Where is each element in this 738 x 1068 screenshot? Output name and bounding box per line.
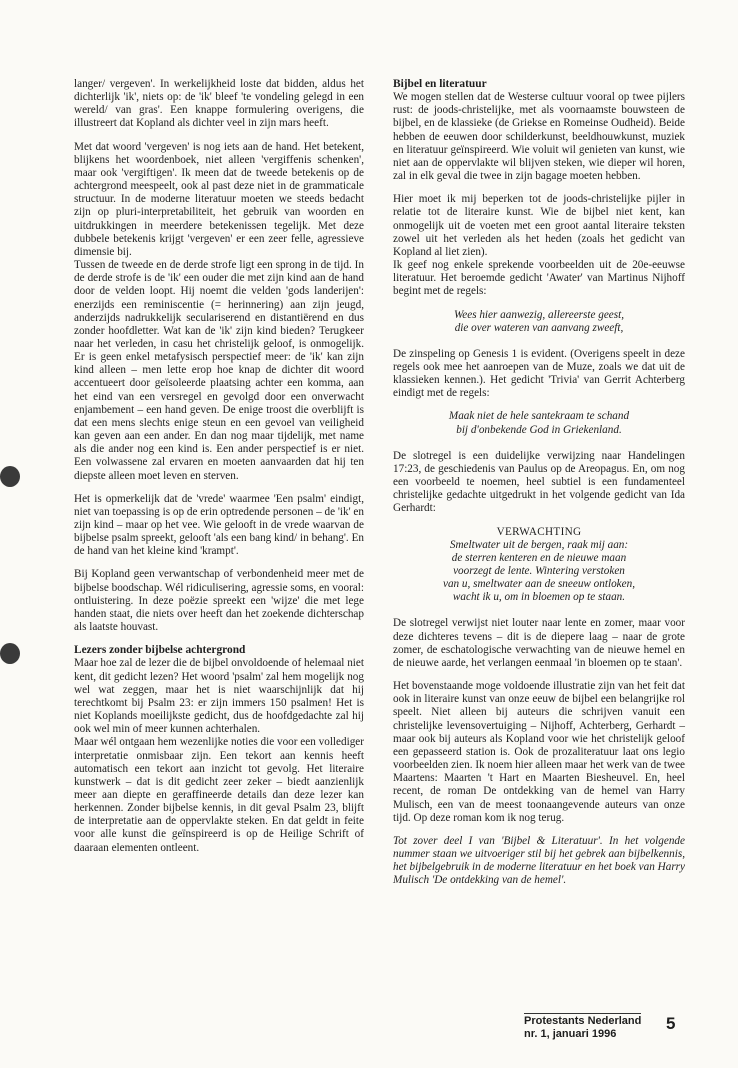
poem-line: van u, smeltwater aan de sneeuw ontloken, xyxy=(442,578,636,591)
paragraph: Hier moet ik mij beperken tot de joods-christelijke pijler in relatie tot de literaire kunst. Wie de bijbel niet kent, kan onmogelijk uit de voeten met een groot aantal literaire teksten zowel uit het verleden als het heden (zoals het gedicht van Kopland al liet zien). xyxy=(393,193,685,258)
paragraph: Maar wél ontgaan hem wezenlijke noties die voor een vollediger interpretatie onmisbaar zijn. Een tekort aan kennis heeft automatisch een tekort aan inzicht tot gevolg. Het literaire kunstwerk – dat is dit gedicht zeer zeker – biedt aanzienlijk meer aan diepte en geraffineerde details dan deze lezer kan herkennen. Zonder bijbelse kennis, in dit geval Psalm 23, blijft de interpretatie aan de oppervlakte steken. En dat geldt in feite voor alle kunst die geïnspireerd is op de Heilige Schrift of daaraan elementen ontleent. xyxy=(74,736,364,854)
paragraph: Tussen de tweede en de derde strofe ligt een sprong in de tijd. In de derde strofe is de 'ik' een ouder die met zijn kind aan de hand door de velden loopt. Hij noemt die velden 'gods landerijen': enerzijds een reminiscentie (= herinnering) aan zijn jeugd, anderzijds nadrukkelijk seculariserend en distantiërend en dus zonder hoofdletter. Wat kan de 'ik' zijn kind bieden? Terugkeer naar het verleden, in casu het christelijk geloof, is onmogelijk. Er is geen enkel metafysisch perspectief meer: de 'ik' kan zijn kind alleen – men lette erop hoe knap de dichter dit woord accentueert door geïsoleerde plaatsing achter een komma, aan het eind van een versregel en gevolgd door een onverwacht enjambement – een hand geven. De enige troost die overblijft is dat een mens slechts enige steun en een gevoel van veiligheid kan geven aan een ander. En dan nog maar tijdelijk, met name als die ander nog een kind is. Een ander perspectief is er niet. Een volwassene zal ervaren en moeten aanvaarden dat hij ten diepste alleen moet leven en sterven. xyxy=(74,259,364,482)
section-heading: Bijbel en literatuur xyxy=(393,78,487,90)
paragraph: We mogen stellen dat de Westerse cultuur vooral op twee pijlers rust: de joods-christelijke, met als voornaamste bouwsteen de bijbel, en de klassieke (de Griekse en Romeinse Oudheid). Beide hebben de eeuwen door schilderkunst, beeldhouwkunst, muziek en literatuur geïnspireerd. Wie voluit wil genieten van kunst, wie niet aan de oppervlakte wil blijven steken, wie dieper wil horen, zal in elk geval die twee in zijn bagage moeten hebben. xyxy=(393,91,685,183)
paragraph: Het bovenstaande moge voldoende illustratie zijn van het feit dat ook in literaire kunst van onze eeuw de bijbel een belangrijke rol speelt. Niet alleen bij auteurs die schrijven vanuit een christelijke levensovertuiging – Nijhoff, Achterberg, Gerhardt – maar ook bij auteurs als Kopland voor wie het christelijk geloof een gepasseerd station is. Ook de prozaliteratuur laat ons legio voorbeelden zien. Ik noem hier alleen maar het werk van de twee Maartens: Maarten 't Hart en Maarten Biesheuvel. En, heel recent, de roman De ontdekking van de hemel van Harry Mulisch, een van de meest toonaangevende auteurs van onze tijd. Op deze roman kom ik nog terug. xyxy=(393,680,685,824)
poem-verwachting xyxy=(393,526,685,605)
page-number: 5 xyxy=(666,1014,676,1033)
paragraph: De slotregel verwijst niet louter naar lente en zomer, maar voor deze dichteres tevens – dit is de diepere laag – naar de grote zomer, de eschatologische verwachting van de nieuwe hemel en de nieuwe aarde, het verlangen eenmaal 'in bloemen op te staan'. xyxy=(393,617,685,669)
poem-trivia xyxy=(393,410,685,436)
paragraph: Het is opmerkelijk dat de 'vrede' waarmee 'Een psalm' eindigt, niet van toepassing is op de erin optredende personen – de 'ik' en zijn kind – maar op het vee. Wie gelooft in de vrede waarvan de bijbelse psalm spreekt, gelooft 'als een bang kind/ in behang'. En de hand van het kleine kind 'krampt'. xyxy=(74,492,364,558)
poem-line: Wees hier aanwezig, allereerste geest, xyxy=(453,308,625,321)
right-column xyxy=(393,78,685,897)
section-heading: Lezers zonder bijbelse achtergrond xyxy=(74,644,246,657)
paragraph: Ik geef nog enkele sprekende voorbeelden uit de 20e-eeuwse literatuur. Het beroemde gedicht 'Awater' van Martinus Nijhoff begint met de regels: xyxy=(393,259,685,298)
paragraph: De slotregel is een duidelijke verwijzing naar Handelingen 17:23, de geschiedenis van Paulus op de Areopagus. En, om nog een voorbeeld te noemen, heel subtiel is een fundamenteel christelijke gedachte uitgedrukt in het volgende gedicht van Ida Gerhardt: xyxy=(393,449,685,515)
poem-line: Smeltwater uit de bergen, raak mij aan: xyxy=(449,538,629,551)
footer-publication xyxy=(524,1013,641,1041)
paragraph: Maar hoe zal de lezer die de bijbel onvoldoende of helemaal niet kent, dit gedicht lezen? Het woord 'psalm' zal hem mogelijk nog wel wat zeggen, maar het is niet waarschijnlijk dat hij terechtkomt bij Psalm 23: er zijn immers 150 psalmen! Het is niet Koplands moeilijkste gedicht, dus de hoofdgedachte zal hij ook wel min of meer kunnen achterhalen. xyxy=(74,657,364,736)
poem-line: wacht ik u, om in bloemen op te staan. xyxy=(452,591,626,604)
paragraph: De zinspeling op Genesis 1 is evident. (Overigens speelt in deze regels ook mee het aanroepen van de Muze, zoals we dat uit de klassieken kennen.). Het gedicht 'Trivia' van Gerrit Achterberg eindigt met de regels: xyxy=(393,347,685,400)
poem-line: de sterren kenteren en de nieuwe maan xyxy=(451,551,627,564)
publication-name: Protestants Nederland xyxy=(524,1015,642,1027)
paragraph: langer/ vergeven'. In werkelijkheid loste dat bidden, aldus het dichterlijk 'ik', niets op: de 'ik' bleef 'te vondeling gelegd in een wereld/ van gras'. Een knappe formulering overigens, die illustreert dat Kopland als dichter veel in zijn mars heeft. xyxy=(74,78,364,130)
issue-date: nr. 1, januari 1996 xyxy=(524,1028,617,1040)
paragraph: Bij Kopland geen verwantschap of verbondenheid meer met de bijbelse boodschap. Wél ridiculisering, agressie soms, en vooral: ontluistering. In deze poëzie spreekt een 'wijze' die met lege handen staat, die niets over heeft dan het zoekende dichterschap als laatste houvast. xyxy=(74,568,364,634)
poem-line: bij d'onbekende God in Griekenland. xyxy=(456,423,622,436)
poem-title: VERWACHTING xyxy=(496,525,582,538)
punch-hole-top xyxy=(0,466,20,487)
poem-awater xyxy=(393,309,685,335)
poem-line: die over wateren van aanvang zweeft, xyxy=(454,321,624,334)
punch-hole-bottom xyxy=(0,643,20,664)
paragraph: Met dat woord 'vergeven' is nog iets aan de hand. Het betekent, blijkens het woordenboek, niet alleen 'vergiffenis schenken', maar ook 'vergiftigen'. Ik meen dat de tweede betekenis op de achtergrond meespeelt, ook al past deze niet in de grammaticale structuur. In de moderne literatuur moeten we steeds bedacht zijn op pluri-interpretabiliteit, het gebruik van woorden en uitdrukkingen in meerdere betekenissen tegelijk. Met deze dubbele betekenis krijgt 'vergeven' er een zeer felle, agressieve dimensie bij. xyxy=(74,140,364,258)
poem-line: voorzegt de lente. Wintering verstoken xyxy=(453,565,625,577)
poem-line: Maak niet de hele santekraam te schand xyxy=(448,410,630,423)
closing-note: Tot zover deel I van 'Bijbel & Literatuur'. In het volgende nummer staan we uitvoeriger stil bij het gebrek aan bijbelkennis, het bijbelgebruik in de moderne literatuur en het boek van Harry Mulisch 'De ontdekking van de hemel'. xyxy=(393,834,685,887)
left-column xyxy=(74,78,364,865)
